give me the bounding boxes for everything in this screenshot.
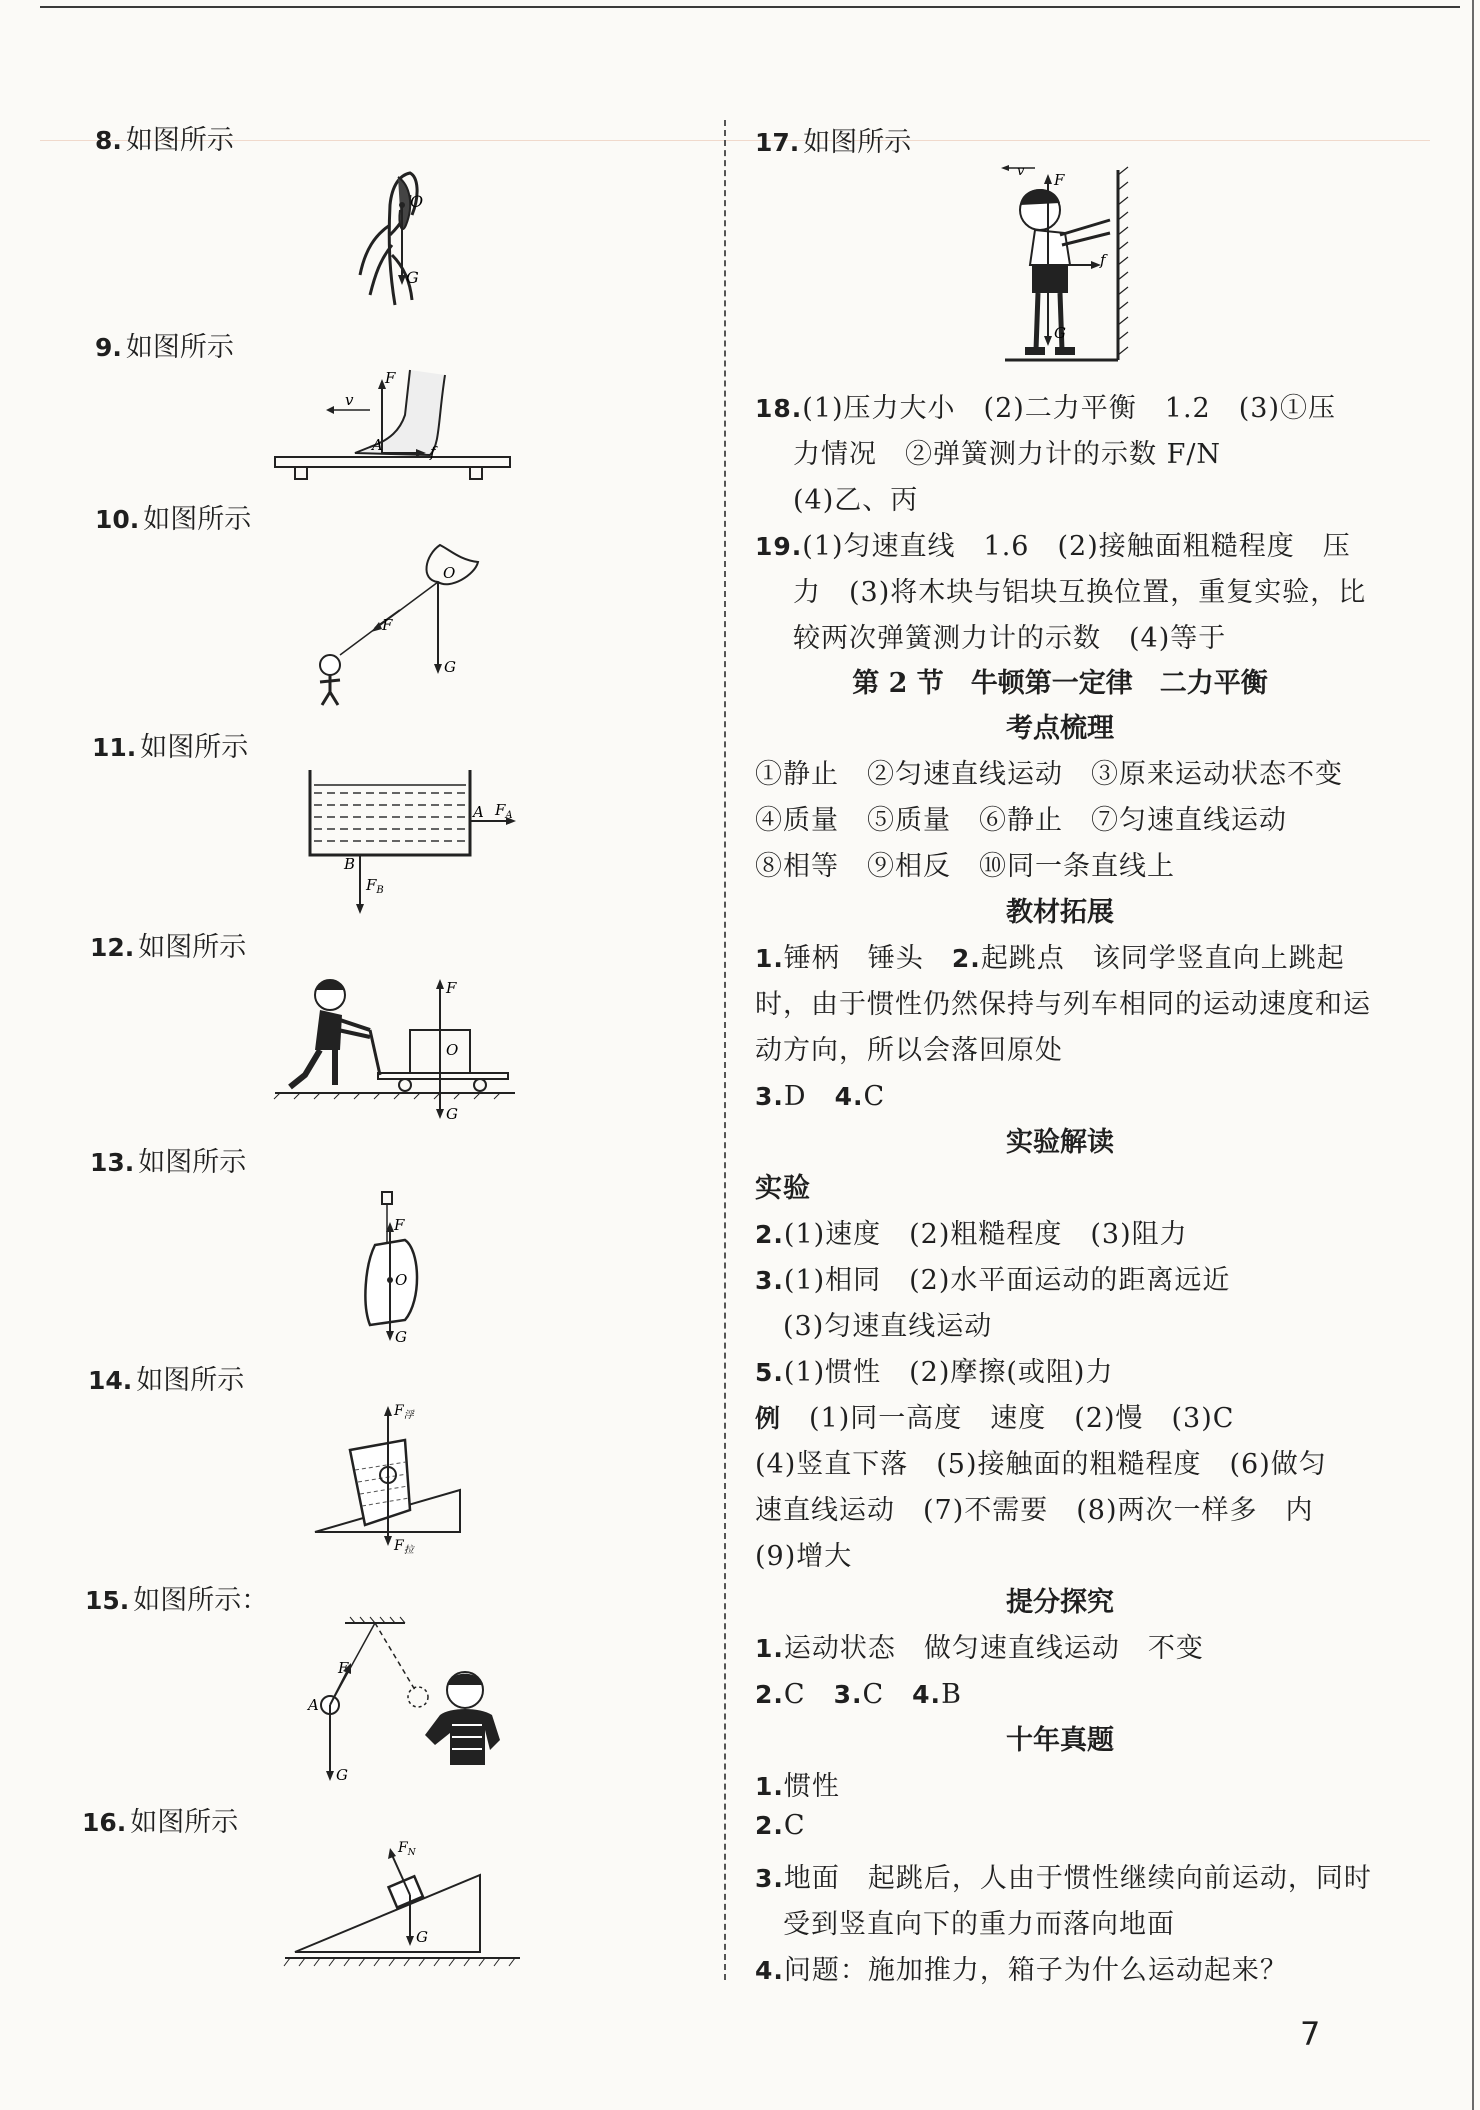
section-title: 第 2 节 牛顿第一定律 二力平衡 bbox=[852, 668, 1268, 699]
svg-text:F: F bbox=[385, 369, 396, 387]
figure-11-water-tank bbox=[300, 765, 530, 915]
jiaocai-line-1: 1.锤柄 锤头 2.起跳点 该同学竖直向上跳起 bbox=[755, 943, 1345, 974]
shiyan-line-3a: 3.(1)相同 (2)水平面运动的距离远近 bbox=[755, 1265, 1231, 1296]
svg-text:O: O bbox=[443, 564, 456, 582]
figure-15-pendulum-ball bbox=[300, 1615, 520, 1785]
svg-text:v: v bbox=[345, 391, 354, 409]
question-13-label: 13. 如图所示 bbox=[90, 1147, 247, 1178]
column-divider bbox=[724, 120, 726, 1980]
question-10-label: 10. 如图所示 bbox=[95, 504, 252, 535]
question-16-label: 16. 如图所示 bbox=[82, 1807, 239, 1838]
shiyan-example-line-1: 例 (1)同一高度 速度 (2)慢 (3)C bbox=[755, 1403, 1235, 1434]
figure-16-block-on-incline bbox=[280, 1840, 530, 1975]
svg-text:O: O bbox=[395, 1271, 408, 1289]
figure-8-rice-plant bbox=[340, 165, 460, 315]
tifen-line-2: 2.C 3.C 4.B bbox=[755, 1679, 962, 1710]
jiaocai-line-2: 时，由于惯性仍然保持与列车相同的运动速度和运 bbox=[755, 989, 1371, 1020]
svg-text:F: F bbox=[338, 1659, 349, 1677]
svg-text:O: O bbox=[410, 192, 424, 211]
svg-text:O: O bbox=[446, 1041, 459, 1059]
svg-text:G: G bbox=[336, 1766, 348, 1784]
shinian-line-2: 2.C bbox=[755, 1810, 806, 1841]
answer-18-line-3: (4)乙、丙 bbox=[793, 485, 919, 516]
answer-19-line-2: 力 (3)将木块与铝块互换位置，重复实验，比 bbox=[793, 577, 1367, 608]
svg-text:F: F bbox=[382, 616, 393, 634]
answer-19-line-3: 较两次弹簧测力计的示数 (4)等于 bbox=[793, 623, 1227, 654]
svg-text:B: B bbox=[344, 855, 356, 873]
svg-text:F: F bbox=[1054, 171, 1065, 189]
svg-text:G: G bbox=[446, 1105, 458, 1123]
shiyan-sub: 实验 bbox=[755, 1173, 811, 1204]
shinian-line-3b: 受到竖直向下的重力而落向地面 bbox=[783, 1909, 1175, 1940]
shiyan-line-2: 2.(1)速度 (2)粗糙程度 (3)阻力 bbox=[755, 1219, 1188, 1250]
kaodian-line-3: ⑧相等 ⑨相反 ⑩同一条直线上 bbox=[755, 851, 1175, 882]
svg-text:FA: $F_A$ bbox=[495, 801, 513, 821]
heading-shiyan: 实验解读 bbox=[1006, 1127, 1114, 1158]
shinian-line-1: 1.惯性 bbox=[755, 1771, 840, 1802]
svg-text:G: G bbox=[1054, 324, 1066, 342]
question-14-label: 14. 如图所示 bbox=[88, 1365, 245, 1396]
shinian-line-3a: 3.地面 起跳后，人由于惯性继续向前运动，同时 bbox=[755, 1863, 1372, 1894]
svg-text:G: G bbox=[395, 1328, 407, 1346]
svg-text:F: F bbox=[446, 979, 457, 997]
answer-18-line-2: 力情况 ②弹簧测力计的示数 F/N bbox=[793, 439, 1222, 470]
svg-text:A: A bbox=[473, 803, 484, 821]
page-number: 7 bbox=[1300, 2015, 1321, 2053]
question-11-label: 11. 如图所示 bbox=[92, 732, 249, 763]
svg-text:v: v bbox=[1017, 165, 1025, 179]
figure-14-float-on-incline bbox=[310, 1400, 470, 1560]
figure-17-kid-pushing-wall bbox=[1000, 165, 1170, 375]
svg-text:f: f bbox=[1100, 251, 1106, 269]
heading-shinian: 十年真题 bbox=[1006, 1725, 1114, 1756]
top-border bbox=[40, 6, 1460, 8]
svg-text:F: F bbox=[394, 1216, 405, 1234]
shiyan-example-line-3: 速直线运动 (7)不需要 (8)两次一样多 内 bbox=[755, 1495, 1314, 1526]
heading-tifen: 提分探究 bbox=[1006, 1587, 1114, 1618]
shinian-line-4: 4.问题：施加推力，箱子为什么运动起来？ bbox=[755, 1955, 1288, 1986]
answer-18-line-1: 18.(1)压力大小 (2)二力平衡 1.2 (3)①压 bbox=[755, 393, 1336, 424]
jiaocai-line-3: 动方向，所以会落回原处 bbox=[755, 1035, 1063, 1066]
shiyan-example-line-2: (4)竖直下落 (5)接触面的粗糙程度 (6)做匀 bbox=[755, 1449, 1327, 1480]
jiaocai-line-4: 3.D 4.C bbox=[755, 1081, 886, 1112]
question-12-label: 12. 如图所示 bbox=[90, 932, 247, 963]
question-8-label: 8. 如图所示 bbox=[95, 125, 234, 156]
answer-19-line-1: 19.(1)匀速直线 1.6 (2)接触面粗糙程度 压 bbox=[755, 531, 1351, 562]
svg-text:A: A bbox=[372, 436, 383, 454]
question-17-label: 17. 如图所示 bbox=[755, 127, 912, 158]
svg-text:FN: $F_N$ bbox=[398, 1840, 416, 1858]
svg-text:F拉: $F_拉$ bbox=[394, 1538, 414, 1556]
heading-jiaocai: 教材拓展 bbox=[1006, 897, 1114, 928]
header-rule bbox=[40, 140, 1430, 141]
right-border bbox=[1472, 0, 1474, 2110]
svg-text:f: f bbox=[430, 443, 436, 461]
question-9-label: 9. 如图所示 bbox=[95, 332, 234, 363]
svg-text:F浮: $F_浮$ bbox=[394, 1403, 414, 1421]
svg-text:FB: $F_B$ bbox=[366, 876, 384, 896]
shiyan-line-3b: (3)匀速直线运动 bbox=[783, 1311, 993, 1342]
kaodian-line-2: ④质量 ⑤质量 ⑥静止 ⑦匀速直线运动 bbox=[755, 805, 1287, 836]
svg-text:G: G bbox=[416, 1928, 428, 1946]
shiyan-line-5: 5.(1)惯性 (2)摩擦(或阻)力 bbox=[755, 1357, 1114, 1388]
figure-12-boy-pushing-cart bbox=[270, 975, 520, 1125]
figure-13-hanging-bag bbox=[350, 1190, 460, 1350]
svg-text:G: G bbox=[444, 658, 456, 676]
svg-text:G: G bbox=[406, 268, 419, 287]
figure-10-kite bbox=[300, 540, 490, 710]
heading-kaodian: 考点梳理 bbox=[1006, 713, 1114, 744]
kaodian-line-1: ①静止 ②匀速直线运动 ③原来运动状态不变 bbox=[755, 759, 1343, 790]
tifen-line-1: 1.运动状态 做匀速直线运动 不变 bbox=[755, 1633, 1204, 1664]
svg-text:A: A bbox=[308, 1696, 319, 1714]
shiyan-example-line-4: (9)增大 bbox=[755, 1541, 853, 1572]
figure-9-foot-on-board bbox=[270, 365, 520, 485]
question-15-label: 15. 如图所示： bbox=[85, 1585, 269, 1616]
